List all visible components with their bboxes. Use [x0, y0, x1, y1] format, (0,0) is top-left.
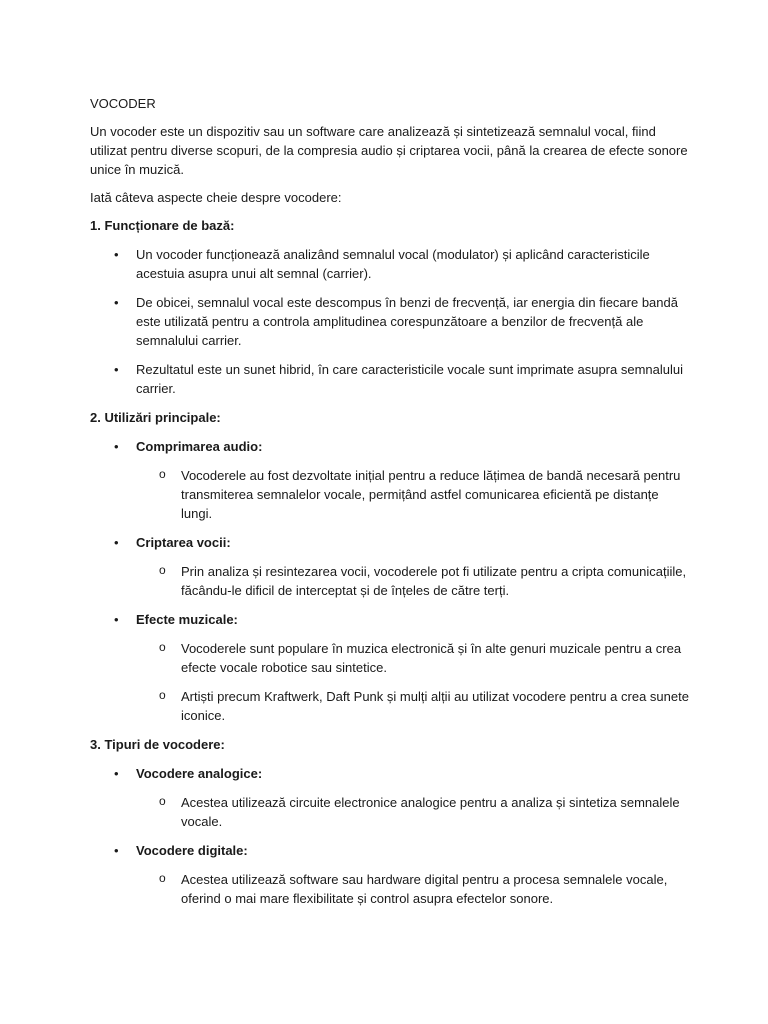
sub-list-item-text: Vocoderele au fost dezvoltate inițial pentru a reduce lățimea de bandă necesară pentru transmiterea semnalelor vocale, permițând astfel comunicarea eficientă pe distanțe lungi. — [181, 468, 681, 521]
bullet-marker: • — [114, 295, 119, 310]
list-item — [90, 437, 690, 523]
bullet-marker: • — [114, 535, 119, 550]
section-2-list — [90, 437, 690, 725]
section-1-list — [90, 245, 690, 398]
list-item — [90, 533, 690, 600]
list-item-text: Rezultatul este un sunet hibrid, în care caracteristicile vocale sunt imprimate asupra semnalului carrier. — [136, 362, 683, 396]
sub-bullet-marker: o — [159, 563, 166, 577]
list-item — [90, 610, 690, 725]
list-item — [90, 245, 690, 283]
sub-list-item-text: Artiști precum Kraftwerk, Daft Punk și mulți alții au utilizat vocodere pentru a crea sunete iconice. — [181, 689, 689, 723]
sub-list-item-text: Vocoderele sunt populare în muzica electronică și în alte genuri muzicale pentru a crea efecte vocale robotice sau sintetice. — [181, 641, 682, 675]
sub-list-item-text: Acestea utilizează circuite electronice analogice pentru a analiza și sintetiza semnalele vocale. — [181, 795, 680, 829]
sub-list — [136, 562, 690, 600]
bullet-marker: • — [114, 439, 119, 454]
sub-list-item — [136, 466, 690, 523]
section-heading-utilizari: 2. Utilizări principale: — [90, 410, 221, 425]
list-item-text: Un vocoder funcționează analizând semnalul vocal (modulator) și aplicând caracteristicile acestuia asupra unui alt semnal (carrier). — [136, 247, 650, 281]
sub-bullet-marker: o — [159, 688, 166, 702]
section-heading-tipuri: 3. Tipuri de vocodere: — [90, 737, 225, 752]
sub-list — [136, 870, 690, 908]
group-label: Vocodere digitale: — [136, 843, 248, 858]
bullet-marker: • — [114, 247, 119, 262]
bullet-marker: • — [114, 612, 119, 627]
list-item — [90, 360, 690, 398]
sub-list-item — [136, 870, 690, 908]
sub-list-item-text: Prin analiza și resintezarea vocii, vocoderele pot fi utilizate pentru a cripta comunicațiile, făcându-le dificil de interceptat și de înțeles de către terți. — [181, 564, 687, 598]
group-label: Efecte muzicale: — [136, 612, 238, 627]
lead-paragraph: Iată câteva aspecte cheie despre vocodere: — [90, 190, 342, 205]
list-item-text: De obicei, semnalul vocal este descompus în benzi de frecvență, iar energia din fiecare bandă este utilizată pentru a controla amplitudinea corespunzătoare a benzilor de frecvență ale semnalului carrier. — [136, 295, 678, 348]
list-item — [90, 841, 690, 908]
sub-list-item — [136, 562, 690, 600]
intro-paragraph: Un vocoder este un dispozitiv sau un software care analizează și sintetizează semnalul vocal, fiind utilizat pentru diverse scopuri, de la compresia audio și criptarea vocii, până la crearea de efecte sonore unice în muzică. — [90, 124, 688, 177]
group-label: Criptarea vocii: — [136, 535, 231, 550]
section-heading-functionare: 1. Funcționare de bază: — [90, 218, 235, 233]
bullet-marker: • — [114, 766, 119, 781]
sub-bullet-marker: o — [159, 871, 166, 885]
sub-bullet-marker: o — [159, 794, 166, 808]
section-3-list — [90, 764, 690, 908]
sub-list — [136, 639, 690, 725]
group-label: Comprimarea audio: — [136, 439, 263, 454]
list-item — [90, 764, 690, 831]
bullet-marker: • — [114, 362, 119, 377]
sub-list-item-text: Acestea utilizează software sau hardware digital pentru a procesa semnalele vocale, oferind o mai mare flexibilitate și control asupra efectelor sonore. — [181, 872, 668, 906]
sub-bullet-marker: o — [159, 467, 166, 481]
sub-list-item — [136, 639, 690, 677]
sub-list — [136, 793, 690, 831]
bullet-marker: • — [114, 843, 119, 858]
group-label: Vocodere analogice: — [136, 766, 263, 781]
sub-list-item — [136, 687, 690, 725]
list-item — [90, 293, 690, 350]
sub-list-item — [136, 793, 690, 831]
sub-bullet-marker: o — [159, 640, 166, 654]
sub-list — [136, 466, 690, 523]
document-page — [90, 94, 690, 918]
document-title: VOCODER — [90, 96, 156, 111]
